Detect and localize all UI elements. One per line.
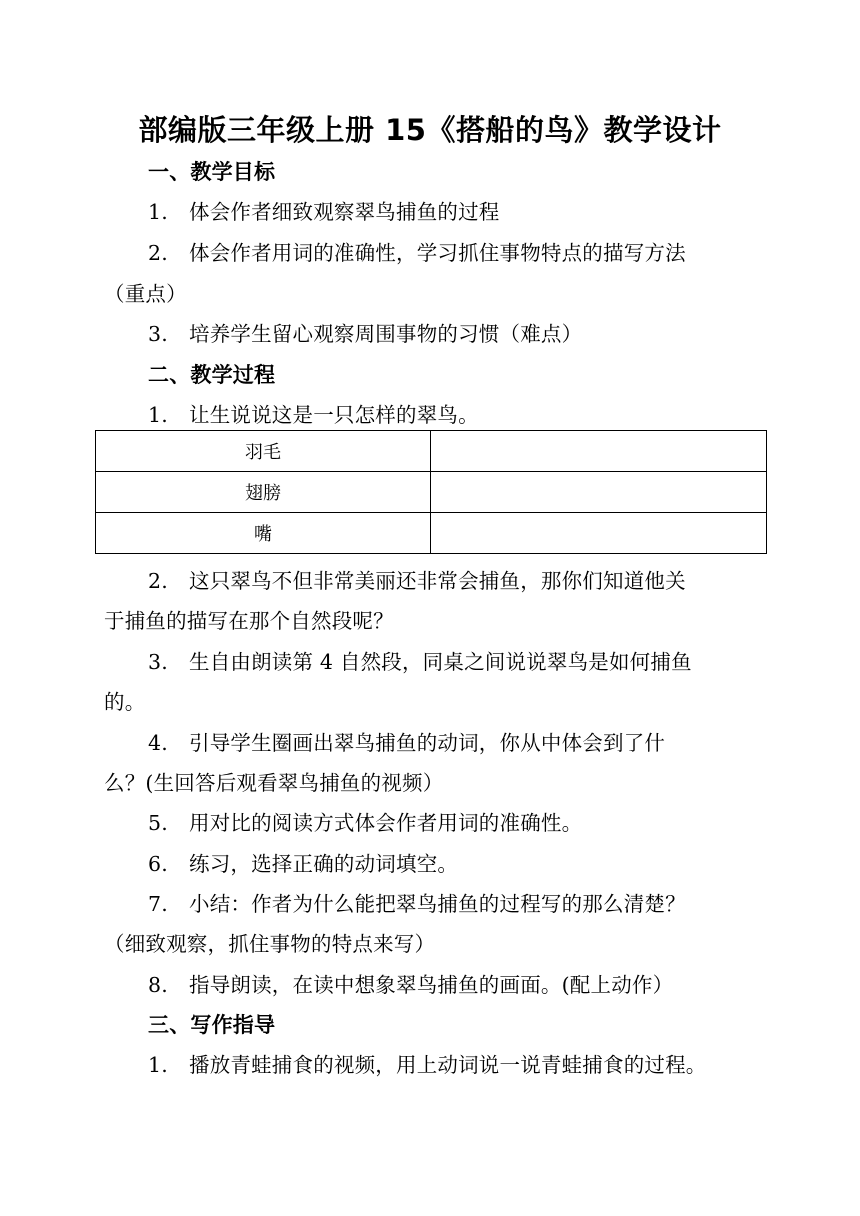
item-text: 练习，选择正确的动词填空。: [189, 852, 459, 876]
process-item-7: [148, 889, 686, 919]
process-item-8: [148, 970, 673, 1000]
section-heading-objectives: 一、教学目标: [148, 160, 276, 184]
objective-item-2-continuation: （重点）: [104, 282, 187, 306]
process-item-2: [148, 566, 686, 596]
item-text: 引导学生圈画出翠鸟捕鱼的动词，你从中体会到了什: [189, 731, 666, 755]
item-number: 1.: [148, 1053, 168, 1077]
process-item-5: [148, 808, 582, 838]
item-number: 8.: [148, 973, 168, 997]
item-number: 2.: [148, 241, 168, 265]
item-number: 1.: [148, 403, 168, 427]
item-number: 3.: [148, 650, 168, 674]
process-item-1: [148, 400, 479, 430]
item-text: 这只翠鸟不但非常美丽还非常会捕鱼，那你们知道他关: [189, 569, 686, 593]
item-number: 5.: [148, 811, 168, 835]
kingfisher-traits-table: [95, 430, 767, 554]
item-text: 培养学生留心观察周围事物的习惯（难点）: [189, 322, 583, 346]
item-number: 1.: [148, 200, 168, 224]
table-cell-label: 嘴: [96, 513, 431, 554]
process-item-3-continuation: 的。: [104, 690, 146, 714]
objective-item-3: [148, 319, 582, 349]
table-row: [96, 431, 767, 472]
process-item-7-continuation: （细致观察，抓住事物的特点来写）: [104, 932, 436, 956]
table-row: [96, 472, 767, 513]
table-cell-label: 羽毛: [96, 431, 431, 472]
item-number: 6.: [148, 852, 168, 876]
process-item-6: [148, 849, 458, 879]
table-row: [96, 513, 767, 554]
table-cell-value: [431, 431, 767, 472]
item-text: 用对比的阅读方式体会作者用词的准确性。: [189, 811, 583, 835]
item-number: 4.: [148, 731, 168, 755]
item-text: 指导朗读，在读中想象翠鸟捕鱼的画面。(配上动作）: [189, 973, 674, 997]
item-number: 7.: [148, 892, 168, 916]
table-cell-value: [431, 472, 767, 513]
section-heading-process: 二、教学过程: [148, 363, 276, 387]
item-text: 小结：作者为什么能把翠鸟捕鱼的过程写的那么清楚？: [189, 892, 686, 916]
item-text: 生自由朗读第 4 自然段，同桌之间说说翠鸟是如何捕鱼: [189, 650, 692, 674]
process-item-3: [148, 647, 692, 677]
table-cell-label: 翅膀: [96, 472, 431, 513]
objective-item-2: [148, 238, 686, 268]
item-text: 体会作者细致观察翠鸟捕鱼的过程: [189, 200, 500, 224]
process-item-4-continuation: 么？(生回答后观看翠鸟捕鱼的视频）: [104, 771, 444, 795]
process-item-2-continuation: 于捕鱼的描写在那个自然段呢？: [104, 609, 394, 633]
item-number: 3.: [148, 322, 168, 346]
section-heading-writing: 三、写作指导: [148, 1013, 276, 1037]
item-number: 2.: [148, 569, 168, 593]
item-text: 让生说说这是一只怎样的翠鸟。: [189, 403, 479, 427]
objective-item-1: [148, 197, 500, 227]
document-title: 部编版三年级上册 15《搭船的鸟》教学设计: [138, 113, 722, 147]
item-text: 体会作者用词的准确性，学习抓住事物特点的描写方法: [189, 241, 686, 265]
item-text: 播放青蛙捕食的视频，用上动词说一说青蛙捕食的过程。: [189, 1053, 707, 1077]
writing-item-1: [148, 1050, 707, 1080]
table-cell-value: [431, 513, 767, 554]
process-item-4: [148, 728, 665, 758]
